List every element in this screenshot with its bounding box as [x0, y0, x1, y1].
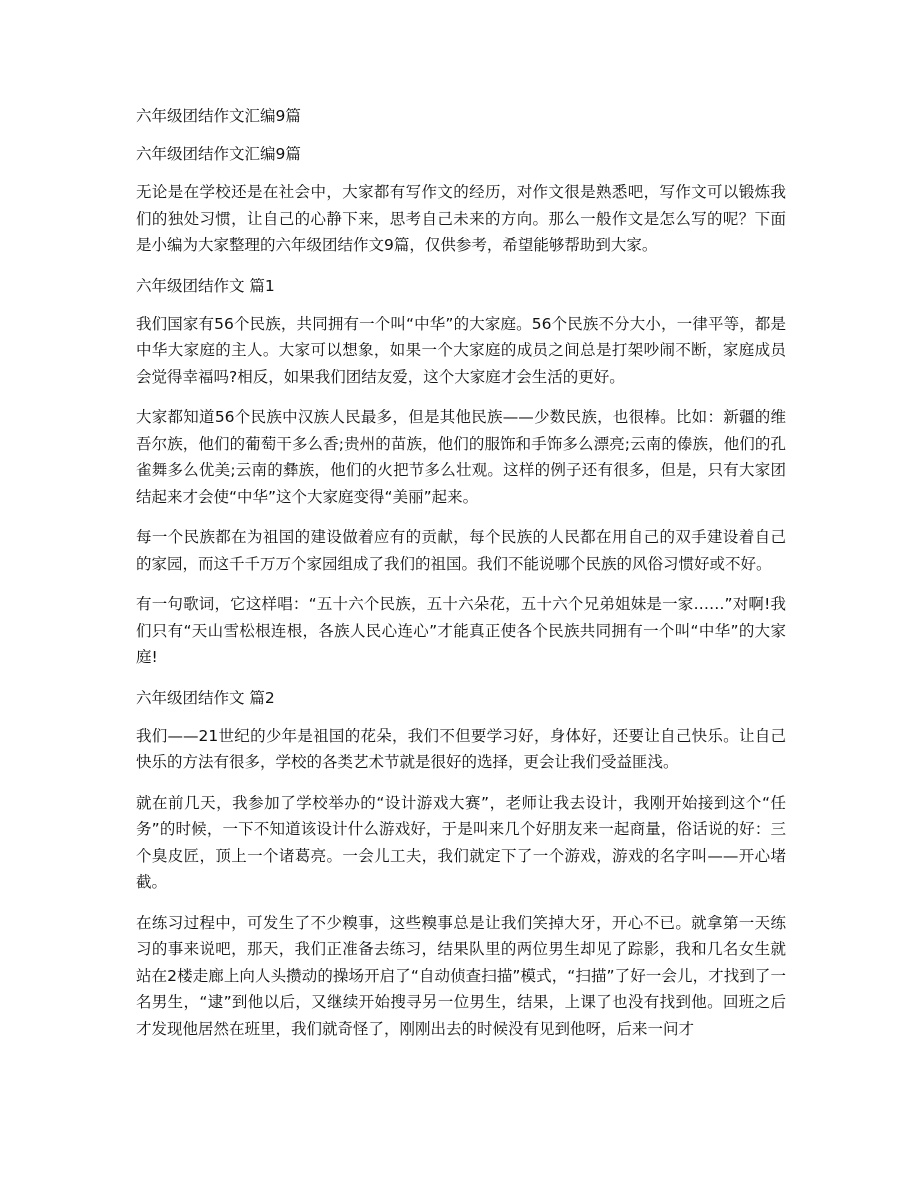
section-1-paragraph-4: 有一句歌词，它这样唱：“五十六个民族，五十六朵花，五十六个兄弟姐妹是一家……”对啊!我们只有“天山雪松根连根，各族人民心连心”才能真正使各个民族共同拥有一个叫“中华”的大家庭!: [136, 595, 786, 666]
section-2-paragraph-2: 就在前几天，我参加了学校举办的“设计游戏大赛”，老师让我去设计，我刚开始接到这个“任务”的时候，一下不知道该设计什么游戏好，于是叫来几个好朋友来一起商量，俗话说的好：三个臭皮匠，顶上一个诸葛亮。一会儿工夫，我们就定下了一个游戏，游戏的名字叫——开心堵截。: [136, 793, 786, 891]
document-title: 六年级团结作文汇编9篇: [136, 107, 301, 125]
section-1-paragraph-3: 每一个民族都在为祖国的建设做着应有的贡献，每个民族的人民都在用自己的双手建设着自己的家园，而这千千万万个家园组成了我们的祖国。我们不能说哪个民族的风俗习惯好或不好。: [136, 528, 786, 573]
section-1-paragraph-2: 大家都知道56个民族中汉族人民最多，但是其他民族——少数民族，也很棒。比如：新疆的维吾尔族，他们的葡萄干多么香;贵州的苗族，他们的服饰和手饰多么漂亮;云南的傣族，他们的孔雀舞多么优美;云南的彝族，他们的火把节多么壮观。这样的例子还有很多，但是，只有大家团结起来才会使“中华”这个大家庭变得“美丽”起来。: [136, 408, 786, 506]
section-2-paragraph-1: 我们——21世纪的少年是祖国的花朵，我们不但要学习好，身体好，还要让自己快乐。让自己快乐的方法有很多，学校的各类艺术节就是很好的选择，更会让我们受益匪浅。: [136, 726, 786, 771]
section-2-heading: 六年级团结作文 篇2: [136, 688, 275, 707]
document-page: [136, 103, 786, 1056]
section-1-heading: 六年级团结作文 篇1: [136, 276, 275, 295]
section-1-paragraph-1: 我们国家有56个民族，共同拥有一个叫“中华”的大家庭。56个民族不分大小，一律平等，都是中华大家庭的主人。大家可以想象，如果一个大家庭的成员之间总是打架吵闹不断，家庭成员会觉得幸福吗?相反，如果我们团结友爱，这个大家庭才会生活的更好。: [136, 314, 786, 386]
intro-paragraph: 无论是在学校还是在社会中，大家都有写作文的经历，对作文很是熟悉吧，写作文可以锻炼我们的独处习惯，让自己的心静下来，思考自己未来的方向。那么一般作文是怎么写的呢？下面是小编为大家整理的六年级团结作文9篇，仅供参考，希望能够帮助到大家。: [136, 183, 786, 254]
document-subtitle: 六年级团结作文汇编9篇: [136, 145, 301, 163]
section-2-paragraph-3: 在练习过程中，可发生了不少糗事，这些糗事总是让我们笑掉大牙，开心不已。就拿第一天练习的事来说吧，那天，我们正准备去练习，结果队里的两位男生却见了踪影，我和几名女生就站在2楼走廊上向人头攒动的操场开启了“自动侦查扫描”模式，“扫描”了好一会儿，才找到了一名男生，“逮”到他以后，又继续开始搜寻另一位男生，结果，上课了也没有找到他。回班之后才发现他居然在班里，我们就奇怪了，刚刚出去的时候没有见到他呀，后来一问才: [136, 913, 786, 1038]
